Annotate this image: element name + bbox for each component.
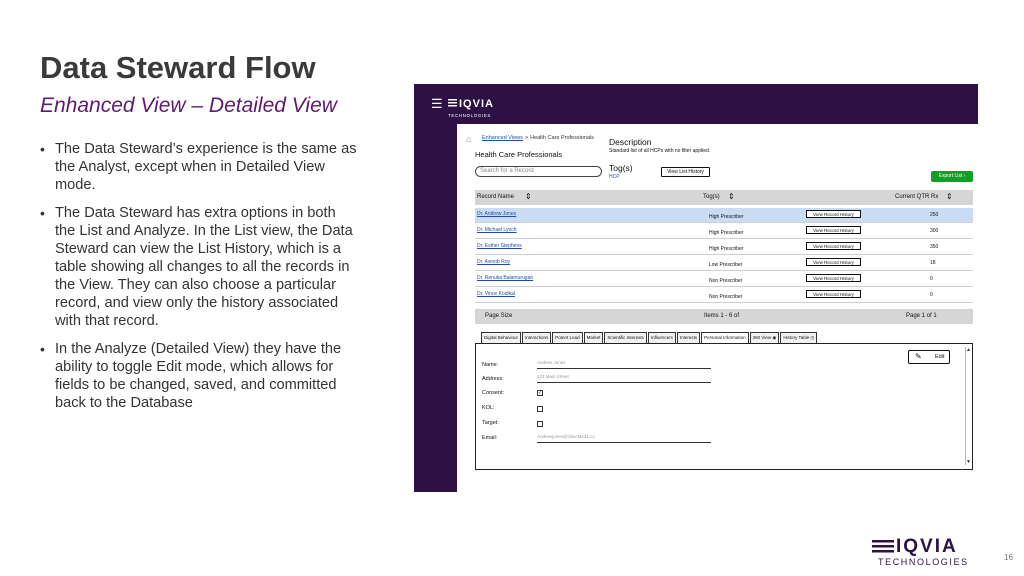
app-topbar [414,84,978,124]
pagination-bar [475,309,973,324]
column-header-qty[interactable]: Current QTR Rx [895,194,939,200]
record-qty: 0 [930,292,933,298]
table-row[interactable] [475,288,973,303]
tab-personal-information[interactable]: Personal Information [701,332,749,343]
logo-tagline: TECHNOLOGIES [878,557,969,567]
table-row[interactable] [475,256,973,271]
slide-subtitle: Enhanced View – Detailed View [40,94,337,117]
home-icon[interactable]: ⌂ [466,134,472,144]
bullet-item: • In the Analyze (Detailed View) they have the ability to toggle Edit mode, which allows for fields to be changed, saved, and committed back to the Database [40,340,360,412]
kol-checkbox[interactable] [537,406,543,412]
email-label: Email: [482,435,498,441]
record-tag: High Prescriber [709,214,744,220]
tab-influencers[interactable]: Influencers [648,332,676,343]
app-content [457,124,978,492]
record-name-link[interactable]: Dr. Avinob Roy [477,259,510,265]
tab-interactions[interactable]: Interactions [522,332,551,343]
column-header-tags[interactable]: Tog(s) [703,194,720,200]
table-header [475,190,973,205]
view-list-history-button[interactable]: View List History [661,167,710,177]
address-label: Address: [482,376,504,382]
target-label: Target: [482,420,499,426]
record-tag: Low Prescriber [709,262,743,268]
view-record-history-button[interactable]: View Record History [806,258,861,266]
logo-stripes-icon [872,540,894,554]
record-qty: 350 [930,244,939,250]
logo-name: IQVIA [896,536,958,557]
slide-title: Data Steward Flow [40,50,316,85]
table-row[interactable] [475,240,973,255]
name-field[interactable]: Andrew Jones [537,360,711,369]
edit-button[interactable] [908,350,950,364]
sort-icon[interactable]: ⇕ [525,192,532,201]
tab-market[interactable]: Market [584,332,604,343]
items-count: Items 1 - 6 of [704,313,740,319]
tab-potent-load[interactable]: Potent Load [552,332,582,343]
record-qty: 0 [930,276,933,282]
tab-360-view-label: 360 View [752,335,772,340]
record-name-link[interactable]: Dr. Esther Stephens [477,243,522,249]
hamburger-menu-icon[interactable]: ☰ [431,96,443,111]
view-record-history-button[interactable]: View Record History [806,226,861,234]
kol-label: KOL: [482,405,495,411]
clock-icon: ◷ [810,335,815,340]
record-name-link[interactable]: Dr. Andrew Jones [477,211,517,217]
page-indicator[interactable]: Page 1 of 1 [906,313,937,319]
view-record-history-button[interactable]: View Record History [806,242,861,250]
iqvia-logo [872,536,968,570]
view-record-history-button[interactable]: View Record History [806,290,861,298]
record-tag: Non Prescriber [709,294,743,300]
tab-scientific-interests[interactable]: Scientific Interests [604,332,647,343]
bullet-list [40,140,360,422]
column-header-record-name[interactable]: Record Name [477,194,515,200]
table-row[interactable] [475,224,973,239]
record-qty: 250 [930,212,939,218]
page-number: 16 [1004,553,1013,562]
record-name-link[interactable]: Dr. Michael Lynch [477,227,517,233]
app-brand-tagline: TECHNOLOGIES [448,113,491,118]
table-row[interactable] [475,272,973,287]
tab-history-table[interactable] [780,332,817,343]
scroll-down-icon[interactable]: ▼ [966,459,971,465]
view-record-history-button[interactable]: View Record History [806,274,861,282]
tab-history-table-label: History Table [783,335,810,340]
sort-icon[interactable]: ⇕ [728,192,735,201]
bullet-item: • The Data Steward’s experience is the same as the Analyst, except when in Detailed View mode. [40,140,360,194]
record-qty: 18 [930,260,936,266]
panel-scrollbar[interactable] [965,347,970,465]
page-size-label[interactable]: Page Size [485,313,513,319]
record-qty: 300 [930,228,939,234]
record-tag: Non Prescriber [709,278,743,284]
pencil-icon: ✎ [915,352,922,361]
sort-icon[interactable]: ⇕ [946,192,953,201]
logo-stripes-icon [448,99,457,107]
search-input[interactable]: Search for a Record [475,166,602,177]
record-tag: High Prescriber [709,246,744,252]
edit-button-label: Edit [935,354,945,360]
tab-digital-behaviour[interactable]: Digital Behaviour [481,332,521,343]
breadcrumb-current: Health Care Professionals [530,135,594,141]
bullet-item: • The Data Steward has extra options in both the List and Analyze. In the List view, the Data Steward can view the List History, which is a table showing all changes to all the records in the View. They can also choose a particular record, and view only the history associated with that record. [40,204,360,330]
view-record-history-button[interactable]: View Record History [806,210,861,218]
app-brand-name: IQVIA [459,98,494,110]
name-label: Name: [482,362,499,368]
export-list-button[interactable]: Export List › [931,171,973,182]
tab-360-view[interactable] [750,332,780,343]
consent-label: Consent: [482,390,505,396]
detail-tabs [481,332,818,343]
record-tag: High Prescriber [709,230,744,236]
eye-icon: ◉ [772,335,777,340]
breadcrumb-separator: > [524,135,529,141]
table-row[interactable] [475,208,973,223]
detail-panel [475,343,973,470]
description-text: Standard list of all HCPs with no filter applied. [609,148,711,154]
target-checkbox[interactable] [537,421,543,427]
description-heading: Description [609,137,652,147]
breadcrumb-link[interactable]: Enhanced Views [482,135,523,141]
address-field[interactable]: 123 Main Street [537,374,711,383]
email-field[interactable]: Andrewjones@clinicMed1.co [537,434,711,443]
scroll-up-icon[interactable]: ▲ [966,347,971,353]
app-mockup [414,84,978,492]
record-name-link[interactable]: Dr. Renuka Balamurugan [477,275,534,281]
app-brand-logo [448,94,494,118]
consent-checkbox[interactable]: ✓ [538,390,543,396]
record-name-link[interactable]: Dr. Vince Kodikal [477,291,515,297]
tags-heading: Tog(s) [609,163,633,173]
tab-interests[interactable]: Interests [677,332,700,343]
breadcrumb [482,135,594,141]
tags-value[interactable]: HCP [609,174,620,180]
list-title: Health Care Professionals [475,150,563,159]
